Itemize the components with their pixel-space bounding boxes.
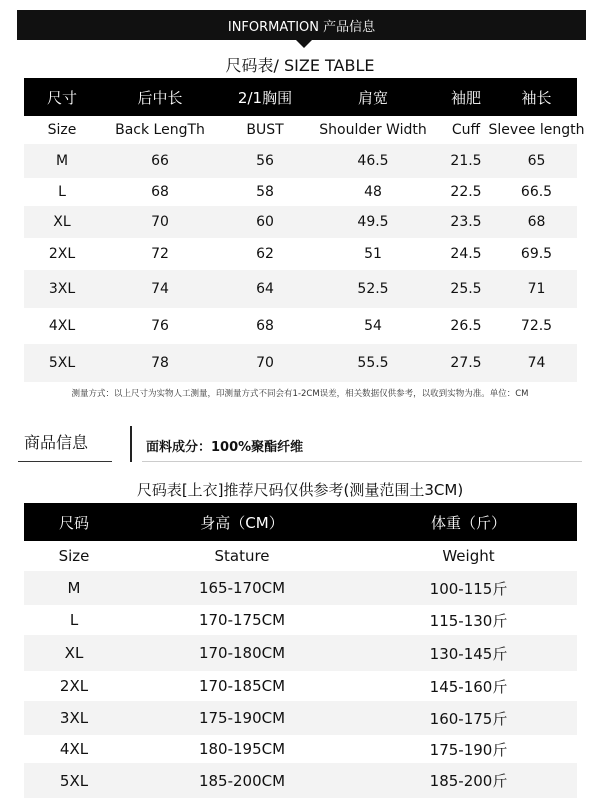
en-header-cell: Size [58,547,90,565]
table-cell: 24.5 [450,246,482,262]
table-cell: 74 [151,281,169,297]
table-cell: 170-175CM [198,611,286,629]
table-cell: 26.5 [450,318,482,334]
table-cell: 65 [527,153,546,169]
header-cell: 后中长 [137,88,183,107]
size-cell: XL [53,214,71,230]
en-header-cell: Cuff [451,122,481,138]
table-cell: 74 [527,355,546,371]
table-cell: 130-145斤 [429,644,508,663]
size-table-title: 尺码表/ SIZE TABLE [225,56,375,75]
measurement-note: 测量方式：以上尺寸为实物人工测量，印测量方式不同会有1-2CM误差，相关数据仅供参考，以收到实物为准。单位：CM [71,389,529,399]
recommend-table-en-header [24,541,577,571]
size-cell: 4XL [48,318,76,334]
table-cell: 46.5 [357,153,389,169]
table-row [24,178,577,206]
divider [18,461,112,462]
en-header-cell: Stature [214,547,270,565]
info-banner [17,10,586,40]
table-row [24,571,577,605]
size-cell: M [67,579,81,597]
table-cell: 62 [256,246,274,262]
table-row [24,701,577,735]
table-cell: 72.5 [520,318,553,334]
size-table-en-header [24,116,585,144]
en-header-cell: Size [47,122,77,138]
size-cell: 3XL [59,709,89,727]
fabric-composition: 面料成分：100%聚酯纤维 [146,440,304,455]
header-cell: 尺码 [58,513,89,532]
table-row [24,635,577,671]
table-cell: 115-130斤 [429,611,508,630]
en-header-cell: Back LengTh [115,122,205,138]
header-cell: 袖长 [521,88,552,107]
table-row [24,308,577,344]
table-cell: 21.5 [450,153,482,169]
divider [130,426,132,462]
table-cell: 76 [151,318,169,334]
header-cell: 体重（斤） [430,513,506,532]
table-row [24,605,577,635]
size-cell: 5XL [59,771,89,790]
table-cell: 23.5 [450,214,482,230]
divider [142,461,582,462]
table-row [24,344,577,382]
table-cell: 22.5 [450,184,482,200]
table-cell: 68 [256,318,274,334]
table-cell: 51 [364,246,382,262]
table-cell: 185-200CM [198,771,286,790]
size-table-header [24,78,577,116]
size-cell: L [58,184,66,200]
table-cell: 145-160斤 [429,677,508,696]
banner-text: INFORMATION 产品信息 [227,19,376,35]
table-cell: 69.5 [520,246,553,262]
header-cell: 肩宽 [357,88,388,107]
size-cell: M [55,153,69,169]
size-cell: L [69,611,79,629]
table-cell: 70 [151,214,169,230]
table-cell: 68 [527,214,546,230]
size-cell: 2XL [48,246,76,262]
table-cell: 180-195CM [198,740,286,758]
table-cell: 71 [527,281,546,297]
table-cell: 78 [151,355,169,371]
size-cell: XL [64,644,84,662]
recommend-table-header [24,503,577,541]
banner-notch [296,40,312,48]
table-row [24,763,577,798]
size-cell: 4XL [59,740,89,758]
table-row [24,206,577,238]
en-header-cell: Slevee length [488,122,585,138]
table-cell: 185-200斤 [429,772,508,790]
en-header-cell: Weight [442,547,495,565]
table-cell: 70 [256,355,274,371]
header-cell: 袖肥 [450,88,481,107]
header-cell: 尺寸 [46,88,77,107]
table-cell: 68 [151,184,169,200]
table-cell: 55.5 [357,355,389,371]
table-cell: 175-190CM [198,709,286,727]
table-cell: 66 [151,153,169,169]
table-cell: 64 [256,281,274,297]
en-header-cell: BUST [246,122,284,138]
table-row [24,144,577,178]
table-cell: 165-170CM [198,579,286,597]
table-cell: 56 [256,153,274,169]
size-cell: 3XL [48,281,76,297]
en-header-cell: Shoulder Width [319,122,427,138]
table-cell: 27.5 [450,355,482,371]
table-cell: 52.5 [357,281,389,297]
size-cell: 5XL [48,355,76,371]
table-cell: 170-185CM [198,677,286,695]
recommend-table-title: 尺码表[上衣]推荐尺码仅供参考(测量范围土3CM) [136,481,464,499]
table-cell: 170-180CM [198,644,286,662]
header-cell: 2/1胸围 [237,88,293,107]
table-cell: 160-175斤 [429,709,508,728]
table-cell: 72 [151,246,169,262]
table-cell: 175-190斤 [429,740,508,759]
table-cell: 54 [364,318,382,334]
table-cell: 66.5 [520,184,553,200]
header-cell: 身高（CM） [200,513,284,532]
table-cell: 58 [256,184,274,200]
table-cell: 25.5 [450,281,482,297]
table-row [24,671,577,701]
table-cell: 100-115斤 [429,579,508,598]
table-cell: 48 [364,184,382,200]
table-cell: 60 [256,214,274,230]
table-row [24,270,577,308]
product-info-label: 商品信息 [24,433,89,452]
table-row [24,238,577,270]
table-cell: 49.5 [357,214,389,230]
size-cell: 2XL [59,677,89,695]
table-row [24,735,577,763]
